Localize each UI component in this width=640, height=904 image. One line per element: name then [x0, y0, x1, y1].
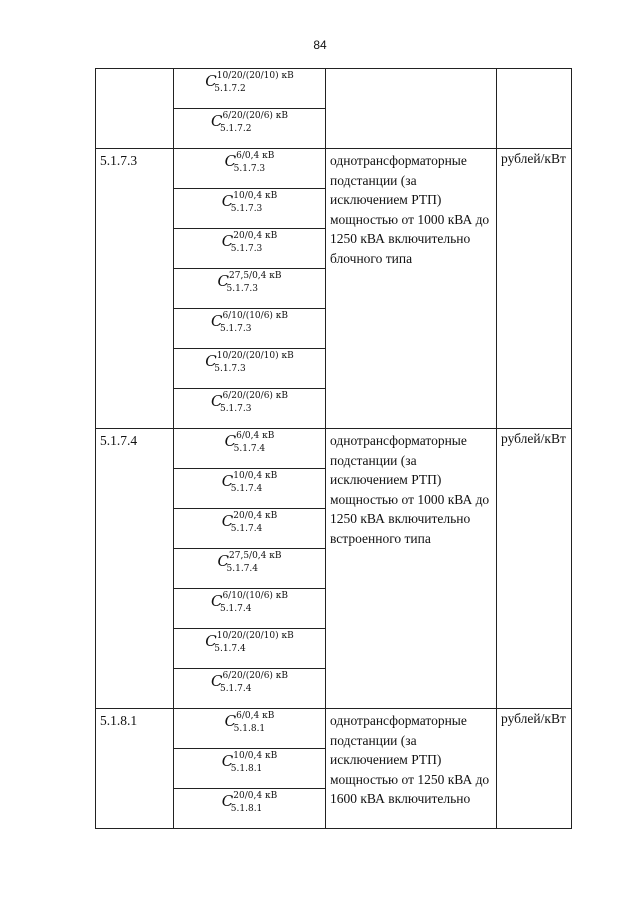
formula-superscript: 6/20/(20/6) кВ — [222, 671, 289, 681]
tariff-formula — [205, 631, 294, 654]
formula-cell — [174, 429, 326, 469]
formula-superscript: 6/0,4 кВ — [236, 151, 275, 161]
table-row — [96, 709, 572, 749]
formula-symbol: C — [210, 672, 223, 690]
formula-symbol: C — [210, 392, 223, 410]
table-row — [96, 149, 572, 189]
code-cell — [96, 69, 174, 149]
description-cell: однотрансформаторные подстанции (за исключением РТП) мощностью от 1000 кВА до 1250 кВА включительно встроенного типа — [326, 429, 497, 709]
tariff-formula — [221, 191, 278, 214]
tariff-formula — [217, 271, 282, 294]
formula-cell — [174, 749, 326, 789]
formula-cell — [174, 349, 326, 389]
formula-superscript: 20/0,4 кВ — [233, 511, 278, 521]
tariff-formula — [210, 311, 289, 334]
formula-symbol: C — [221, 792, 234, 810]
formula-cell — [174, 229, 326, 269]
formula-cell — [174, 309, 326, 349]
tariff-formula — [221, 791, 278, 814]
formula-cell — [174, 509, 326, 549]
formula-symbol: C — [221, 192, 234, 210]
formula-superscript: 10/0,4 кВ — [233, 471, 278, 481]
formula-subscript: 5.1.7.3 — [226, 284, 259, 294]
formula-superscript: 10/0,4 кВ — [233, 751, 278, 761]
formula-superscript: 6/0,4 кВ — [236, 431, 275, 441]
formula-cell — [174, 469, 326, 509]
formula-subscript: 5.1.8.1 — [233, 724, 266, 734]
formula-superscript: 10/0,4 кВ — [233, 191, 278, 201]
formula-symbol: C — [221, 512, 234, 530]
formula-superscript: 6/20/(20/6) кВ — [222, 111, 289, 121]
description-cell — [326, 69, 497, 149]
tariff-formula — [210, 671, 289, 694]
formula-superscript: 10/20/(20/10) кВ — [216, 351, 294, 361]
tariff-formula — [221, 471, 278, 494]
formula-symbol: C — [221, 232, 234, 250]
page-number: 84 — [313, 38, 327, 52]
formula-subscript: 5.1.7.3 — [219, 404, 252, 414]
tariff-formula — [217, 551, 282, 574]
tariff-formula — [221, 751, 278, 774]
formula-cell — [174, 69, 326, 109]
formula-cell — [174, 549, 326, 589]
formula-superscript: 6/10/(10/6) кВ — [222, 311, 289, 321]
formula-subscript: 5.1.7.4 — [214, 644, 246, 654]
tariff-formula — [224, 151, 275, 174]
formula-superscript: 27,5/0,4 кВ — [229, 551, 282, 561]
code-cell: 5.1.7.3 — [96, 149, 174, 429]
formula-symbol: C — [205, 72, 217, 90]
tariff-formula — [210, 391, 289, 414]
formula-subscript: 5.1.7.3 — [214, 364, 246, 374]
formula-cell — [174, 709, 326, 749]
formula-subscript: 5.1.7.2 — [214, 84, 246, 94]
formula-subscript: 5.1.7.4 — [230, 484, 263, 494]
formula-subscript: 5.1.8.1 — [230, 764, 263, 774]
formula-superscript: 6/10/(10/6) кВ — [222, 591, 289, 601]
description-cell: однотрансформаторные подстанции (за исключением РТП) мощностью от 1000 кВА до 1250 кВА включительно блочного типа — [326, 149, 497, 429]
formula-symbol: C — [224, 152, 237, 170]
tariff-formula — [210, 111, 289, 134]
formula-superscript: 10/20/(20/10) кВ — [216, 631, 294, 641]
formula-superscript: 6/20/(20/6) кВ — [222, 391, 289, 401]
formula-symbol: C — [210, 112, 223, 130]
formula-cell — [174, 629, 326, 669]
tariff-formula — [224, 711, 275, 734]
formula-symbol: C — [210, 592, 223, 610]
formula-symbol: C — [224, 432, 237, 450]
formula-subscript: 5.1.7.4 — [233, 444, 266, 454]
formula-cell — [174, 149, 326, 189]
tariff-formula — [224, 431, 275, 454]
formula-superscript: 20/0,4 кВ — [233, 791, 278, 801]
formula-superscript: 6/0,4 кВ — [236, 711, 275, 721]
tariff-formula — [205, 71, 294, 94]
description-cell: однотрансформаторные подстанции (за исключением РТП) мощностью от 1250 кВА до 1600 кВА включительно — [326, 709, 497, 829]
formula-superscript: 20/0,4 кВ — [233, 231, 278, 241]
formula-superscript: 27,5/0,4 кВ — [229, 271, 282, 281]
formula-subscript: 5.1.7.4 — [219, 604, 252, 614]
formula-subscript: 5.1.7.3 — [219, 324, 252, 334]
formula-subscript: 5.1.7.4 — [226, 564, 259, 574]
formula-subscript: 5.1.7.4 — [219, 684, 252, 694]
formula-cell — [174, 789, 326, 829]
formula-cell — [174, 269, 326, 309]
code-cell: 5.1.8.1 — [96, 709, 174, 829]
formula-symbol: C — [224, 712, 237, 730]
formula-cell — [174, 589, 326, 629]
unit-cell — [497, 69, 572, 149]
formula-superscript: 10/20/(20/10) кВ — [216, 71, 294, 81]
formula-subscript: 5.1.7.3 — [230, 244, 263, 254]
formula-symbol: C — [217, 552, 229, 570]
formula-subscript: 5.1.7.3 — [230, 204, 263, 214]
tariff-table — [95, 68, 572, 829]
unit-cell: рублей/кВт — [497, 149, 572, 429]
table-row — [96, 429, 572, 469]
formula-symbol: C — [205, 632, 217, 650]
code-cell: 5.1.7.4 — [96, 429, 174, 709]
formula-symbol: C — [210, 312, 223, 330]
unit-cell: рублей/кВт — [497, 429, 572, 709]
formula-subscript: 5.1.8.1 — [230, 804, 263, 814]
tariff-formula — [221, 511, 278, 534]
formula-subscript: 5.1.7.2 — [219, 124, 252, 134]
formula-symbol: C — [217, 272, 229, 290]
formula-cell — [174, 669, 326, 709]
formula-cell — [174, 109, 326, 149]
tariff-formula — [210, 591, 289, 614]
formula-symbol: C — [221, 472, 234, 490]
formula-subscript: 5.1.7.3 — [233, 164, 266, 174]
formula-symbol: C — [205, 352, 217, 370]
formula-subscript: 5.1.7.4 — [230, 524, 263, 534]
tariff-formula — [205, 351, 294, 374]
formula-cell — [174, 189, 326, 229]
table-row — [96, 69, 572, 109]
unit-cell: рублей/кВт — [497, 709, 572, 829]
formula-symbol: C — [221, 752, 234, 770]
tariff-formula — [221, 231, 278, 254]
formula-cell — [174, 389, 326, 429]
